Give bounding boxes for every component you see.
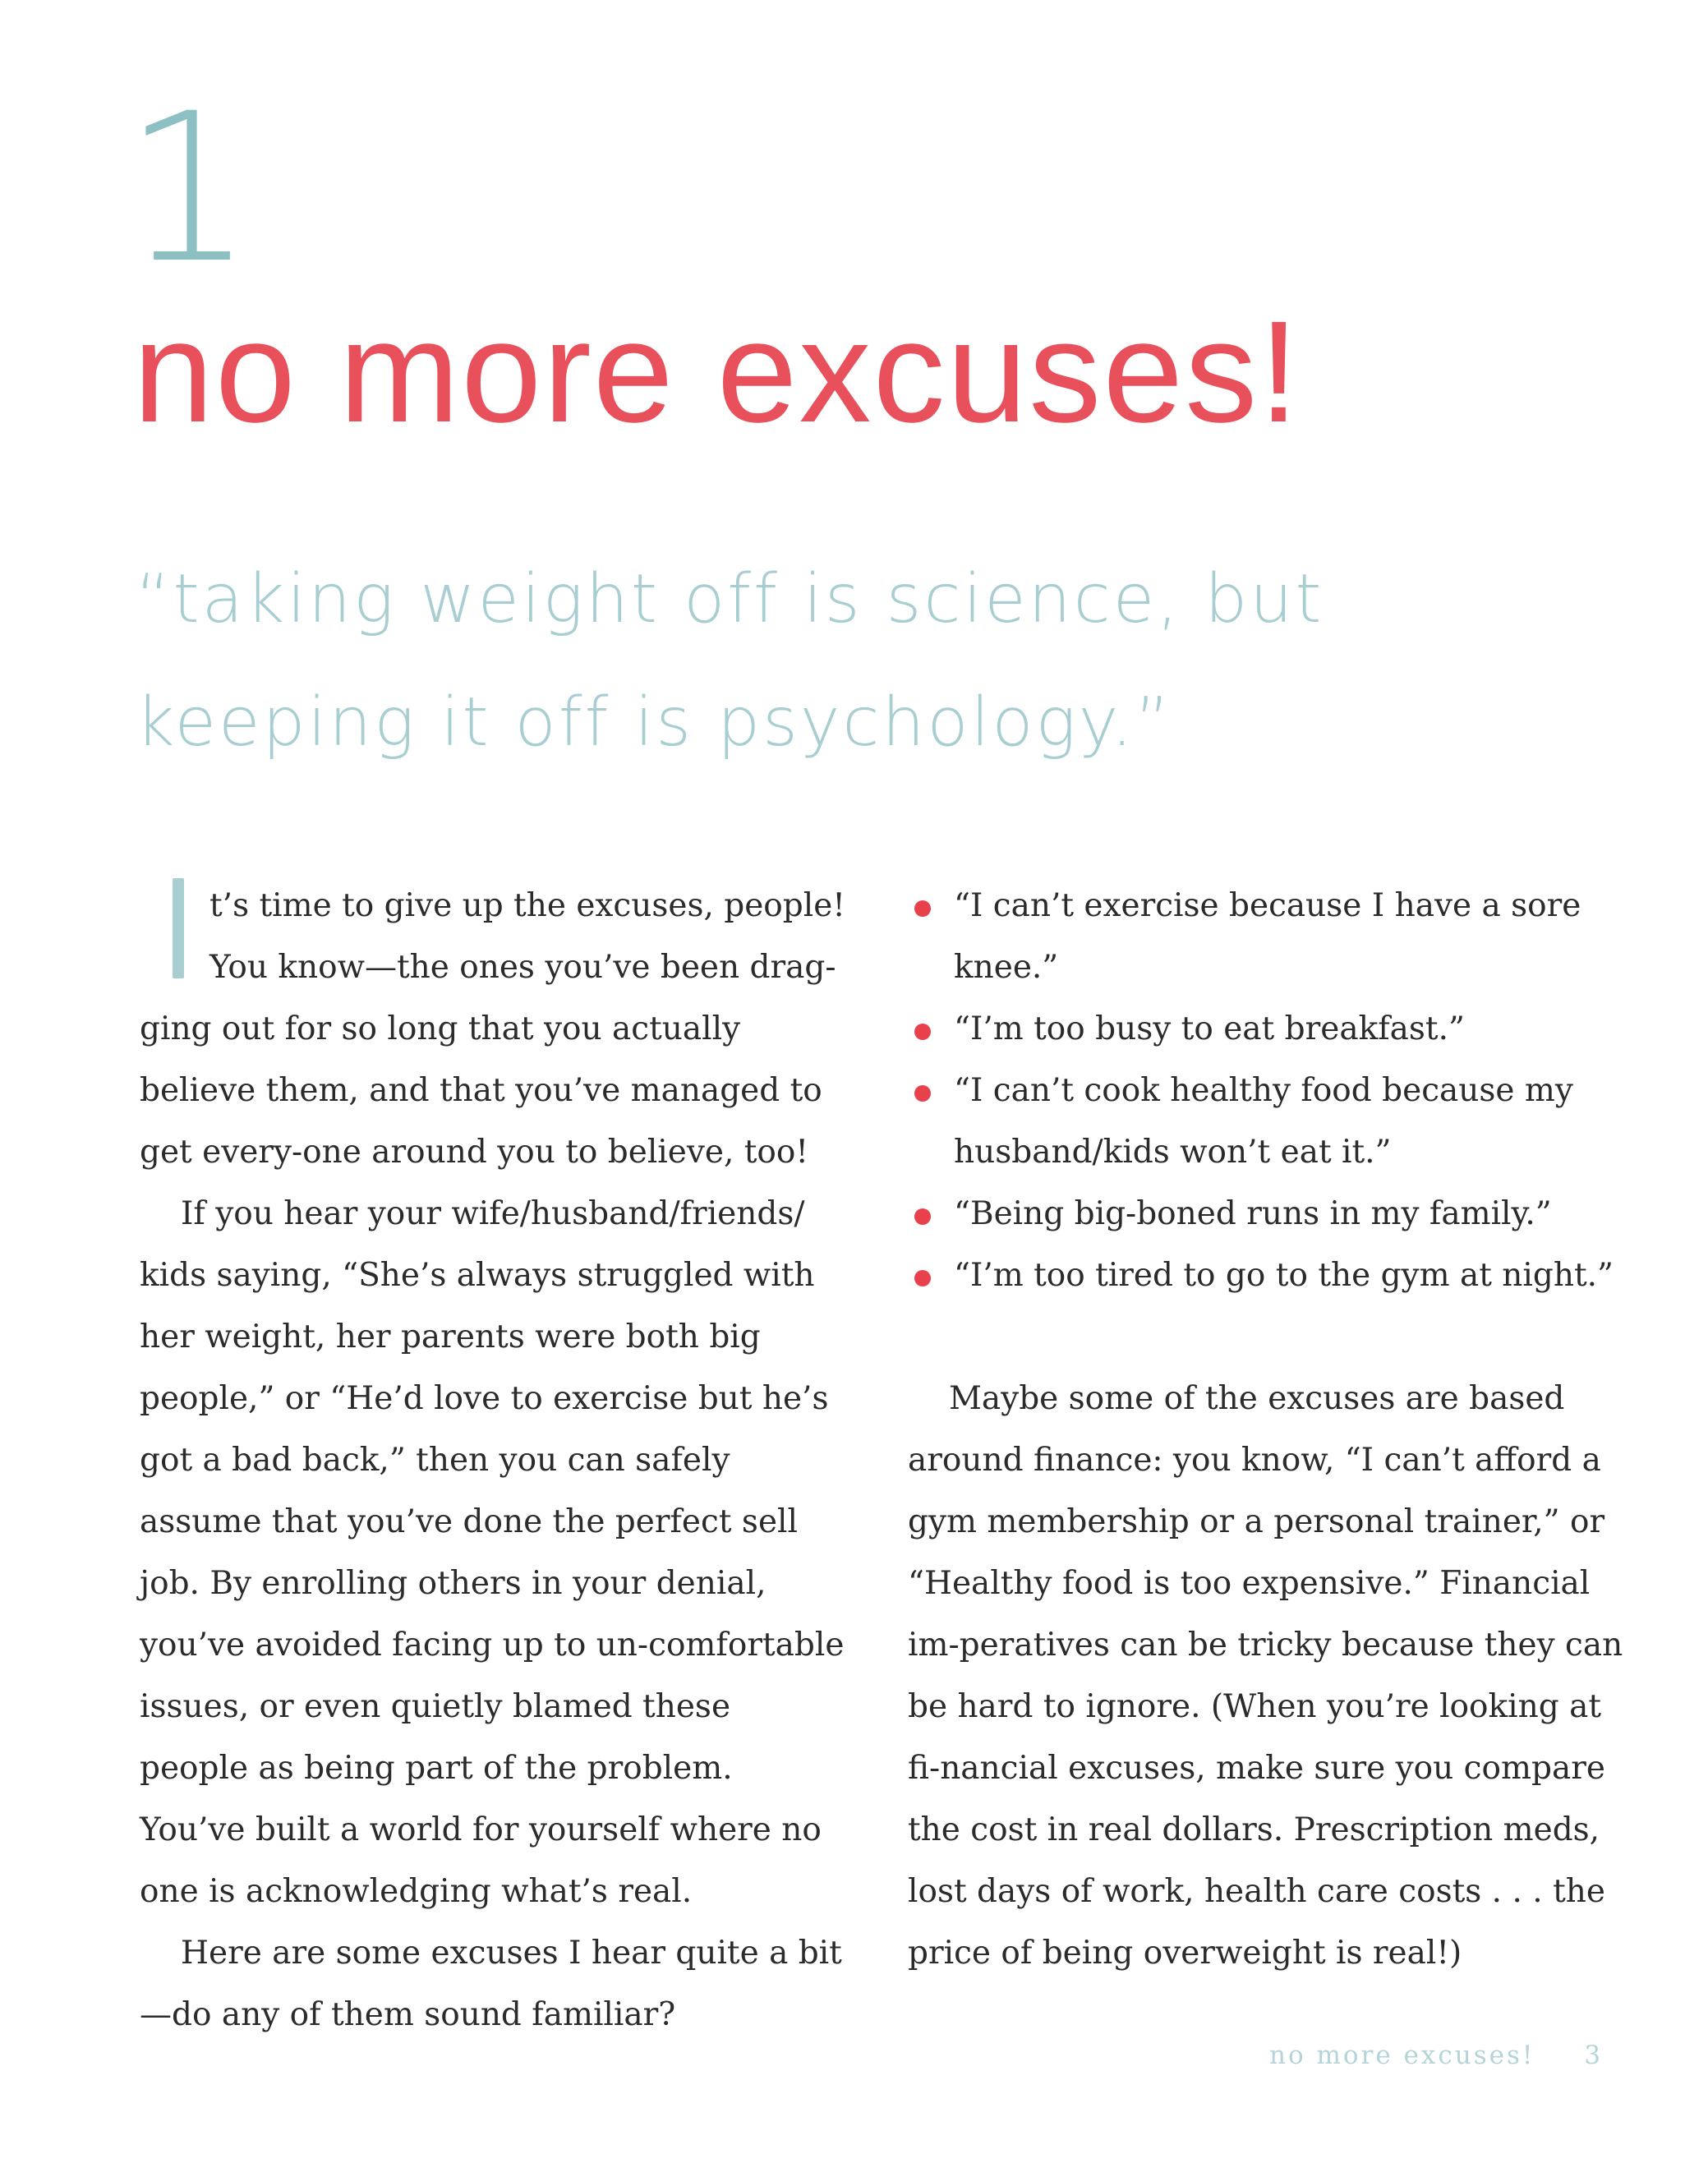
list-item	[908, 875, 1631, 998]
page-number: 3	[1584, 2041, 1604, 2070]
epigraph-quote: “taking weight off is science, but keeping it off is psychology.”	[136, 560, 1324, 762]
drop-cap-letter	[173, 878, 184, 978]
bullet-icon	[914, 1270, 931, 1286]
excuse-list	[908, 875, 1631, 1306]
body-paragraph: Here are some excuses I hear quite a bit—do any of them sound familiar?	[140, 1935, 842, 2033]
body-paragraph: Maybe some of the excuses are based around finance: you know, “I can’t afford a gym membership or a personal trainer,” or “Healthy food is too expensive.” Financial im-peratives can be tricky because they can be hard to ignore. (When you’re looking at fi-nancial excuses, make sure you compare the cost in real dollars. Prescription meds, lost days of work, health care costs . . . the price of being overweight is real!)	[908, 1380, 1623, 1972]
list-item	[908, 1060, 1631, 1183]
opening-lines: t’s time to give up the excuses, people! You know—the ones you’ve been drag-	[209, 887, 845, 986]
opening-paragraph	[140, 875, 846, 998]
list-item-text: “I can’t cook healthy food because my husband/kids won’t eat it.”	[954, 1072, 1573, 1171]
chapter-number: 1	[123, 69, 255, 308]
page-footer	[1269, 2041, 1603, 2070]
bullet-icon	[914, 1024, 931, 1040]
list-item	[908, 1183, 1631, 1245]
list-item	[908, 998, 1631, 1060]
bullet-icon	[914, 1208, 931, 1225]
right-column	[908, 875, 1631, 1984]
bullet-icon	[914, 1085, 931, 1102]
list-item-text: “I’m too busy to eat breakfast.”	[954, 1010, 1465, 1047]
list-item-text: “I’m too tired to go to the gym at night.”	[954, 1257, 1614, 1294]
running-title: no more excuses!	[1269, 2041, 1535, 2070]
body-paragraph: If you hear your wife/husband/friends/ kids saying, “She’s always struggled with her weight, her parents were both big people,” or “He’d love to exercise but he’s got a bad back,” then you can safely assume that you’ve done the perfect sell job. By enrolling others in your denial, you’ve avoided facing up to un-comfortable issues, or even quietly blamed these people as being part of the problem. You’ve built a world for yourself where no one is acknowledging what’s real.	[140, 1195, 845, 1910]
list-item-text: “I can’t exercise because I have a sore knee.”	[954, 887, 1581, 986]
left-column	[140, 875, 846, 2046]
list-item-text: “Being big-boned runs in my family.”	[954, 1195, 1552, 1232]
opening-paragraph-continued: ging out for so long that you actually believe them, and that you’ve managed to get every-one around you to believe, too!	[140, 1010, 822, 1171]
spacer	[908, 1306, 1631, 1368]
list-item	[908, 1245, 1631, 1306]
bullet-icon	[914, 900, 931, 917]
chapter-title: no more excuses!	[133, 292, 1301, 453]
